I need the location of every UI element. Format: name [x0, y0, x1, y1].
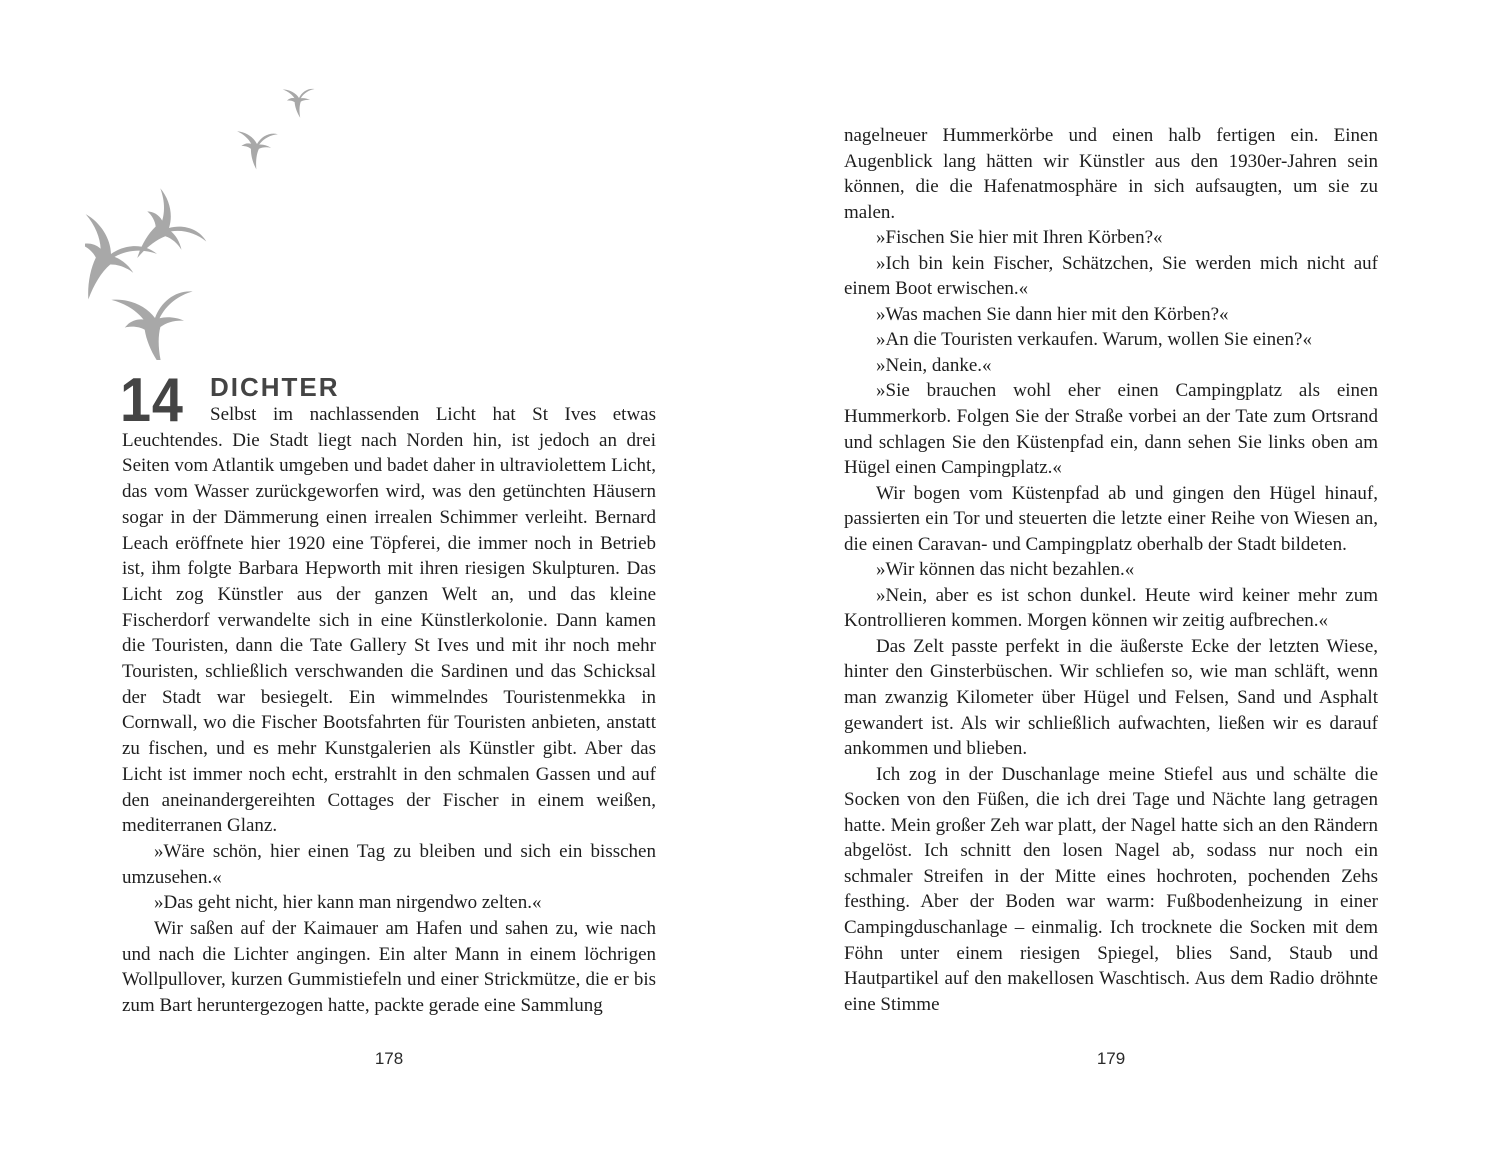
chapter-title: DICHTER	[210, 372, 340, 402]
paragraph: »Nein, aber es ist schon dunkel. Heute wird keiner mehr zum Kontrollieren kommen. Morgen können wir zeitig aufbrechen.«	[844, 584, 1378, 632]
paragraph: Selbst im nachlassenden Licht hat St Ives etwas Leuchtendes. Die Stadt liegt nach Norden hin, ist jedoch an drei Seiten vom Atlantik umgeben und badet daher in ultraviolettem Licht, das vom Wasser zurückgeworfen wird, was den getünchten Häusern sogar in der Dämmerung einen irrealen Schimmer verleiht. Bernard Leach eröffnete hier 1920 eine Töpferei, die immer noch in Betrieb ist, ihm folgte Barbara Hepworth mit ihren riesigen Skulpturen. Das Licht zog Künstler aus der ganzen Welt an, und das kleine Fischerdorf verwandelte sich in eine Künstlerkolonie. Dann kamen die Touristen, dann die Tate Gallery St Ives und mit ihr noch mehr Touristen, schließlich verschwanden die Sardinen und das Schicksal der Stadt war besiegelt. Ein wimmelndes Touristenmekka in Cornwall, wo die Fischer Bootsfahrten für Touristen anbieten, anstatt zu fischen, und es mehr Kunstgalerien als Künstler gibt. Aber das Licht ist immer noch echt, erstrahlt in den schmalen Gassen und auf den aneinandergereihten Cottages der Fischer in einem weißen, mediterranen Glanz.	[122, 404, 656, 837]
left-page-body	[122, 402, 656, 1019]
paragraph: Ich zog in der Duschanlage meine Stiefel aus und schälte die Socken von den Füßen, die ich drei Tage und Nächte lang getragen hatte. Mein großer Zeh war platt, der Nagel hatte sich an den Rändern abgelöst. Ich schnitt den losen Nagel ab, sodass nur noch ein schmaler Streifen in der Mitte eines hochroten, pochenden Zehs festhing. Aber der Boden war warm: Fußbodenheizung in einer Campingduschanlage – einmalig. Ich trocknete die Socken mit dem Föhn unter einem riesigen Spiegel, blies Sand, Staub und Hautpartikel auf den makellosen Waschtisch. Aus dem Radio dröhnte eine Stimme	[844, 763, 1378, 1015]
paragraph: »Wäre schön, hier einen Tag zu bleiben und sich ein bisschen umzusehen.«	[122, 840, 656, 888]
paragraph: Wir bogen vom Küstenpfad ab und gingen den Hügel hinauf, passierten ein Tor und steuerten die letzte einer Reihe von Wiesen an, die einen Caravan- und Campingplatz oberhalb der Stadt bildeten.	[844, 482, 1378, 555]
paragraph: Wir saßen auf der Kaimauer am Hafen und sahen zu, wie nach und nach die Lichter angingen. Ein alter Mann in einem löchrigen Wollpullover, kurzen Gummistiefeln und einer Strickmütze, die er bis zum Bart heruntergezogen hatte, packte gerade eine Sammlung	[122, 918, 656, 1017]
paragraph: »Das geht nicht, hier kann man nirgendwo zelten.«	[154, 892, 542, 914]
paragraph: »Fischen Sie hier mit Ihren Körben?«	[876, 227, 1163, 249]
paragraph: »Ich bin kein Fischer, Schätzchen, Sie werden mich nicht auf einem Boot erwischen.«	[844, 252, 1378, 300]
paragraph: »Sie brauchen wohl eher einen Campingplatz als einen Hummerkorb. Folgen Sie der Straße vorbei an der Tate zum Ortsrand und schlagen Sie den Küstenpfad ein, dann sehen Sie links oben am Hügel einen Campingplatz.«	[844, 380, 1378, 479]
paragraph: nagelneuer Hummerkörbe und einen halb fertigen ein. Einen Augenblick lang hätten wir Künstler aus den 1930er-Jahren sein können, die die Hafenatmosphäre in sich aufsaugten, um sie zu malen.	[844, 125, 1378, 223]
page-number: 179	[1096, 1049, 1126, 1068]
chapter-number: 14	[120, 366, 184, 435]
page-number: 178	[374, 1049, 404, 1068]
paragraph: Das Zelt passte perfekt in die äußerste Ecke der letzten Wiese, hinter den Ginsterbüschen. Wir schliefen so, wie man schläft, wenn man zwanzig Kilometer über Hügel und Felsen, Sand und Asphalt gewandert ist. Als wir schließlich aufwachten, ließen wir es darauf ankommen und blieben.	[844, 635, 1378, 760]
paragraph: »Nein, danke.«	[876, 354, 992, 376]
paragraph: »An die Touristen verkaufen. Warum, wollen Sie einen?«	[876, 329, 1312, 351]
swallows-icon	[85, 80, 325, 360]
right-page-body	[844, 123, 1378, 1017]
paragraph: »Wir können das nicht bezahlen.«	[876, 559, 1135, 581]
paragraph: »Was machen Sie dann hier mit den Körben?«	[876, 303, 1229, 325]
